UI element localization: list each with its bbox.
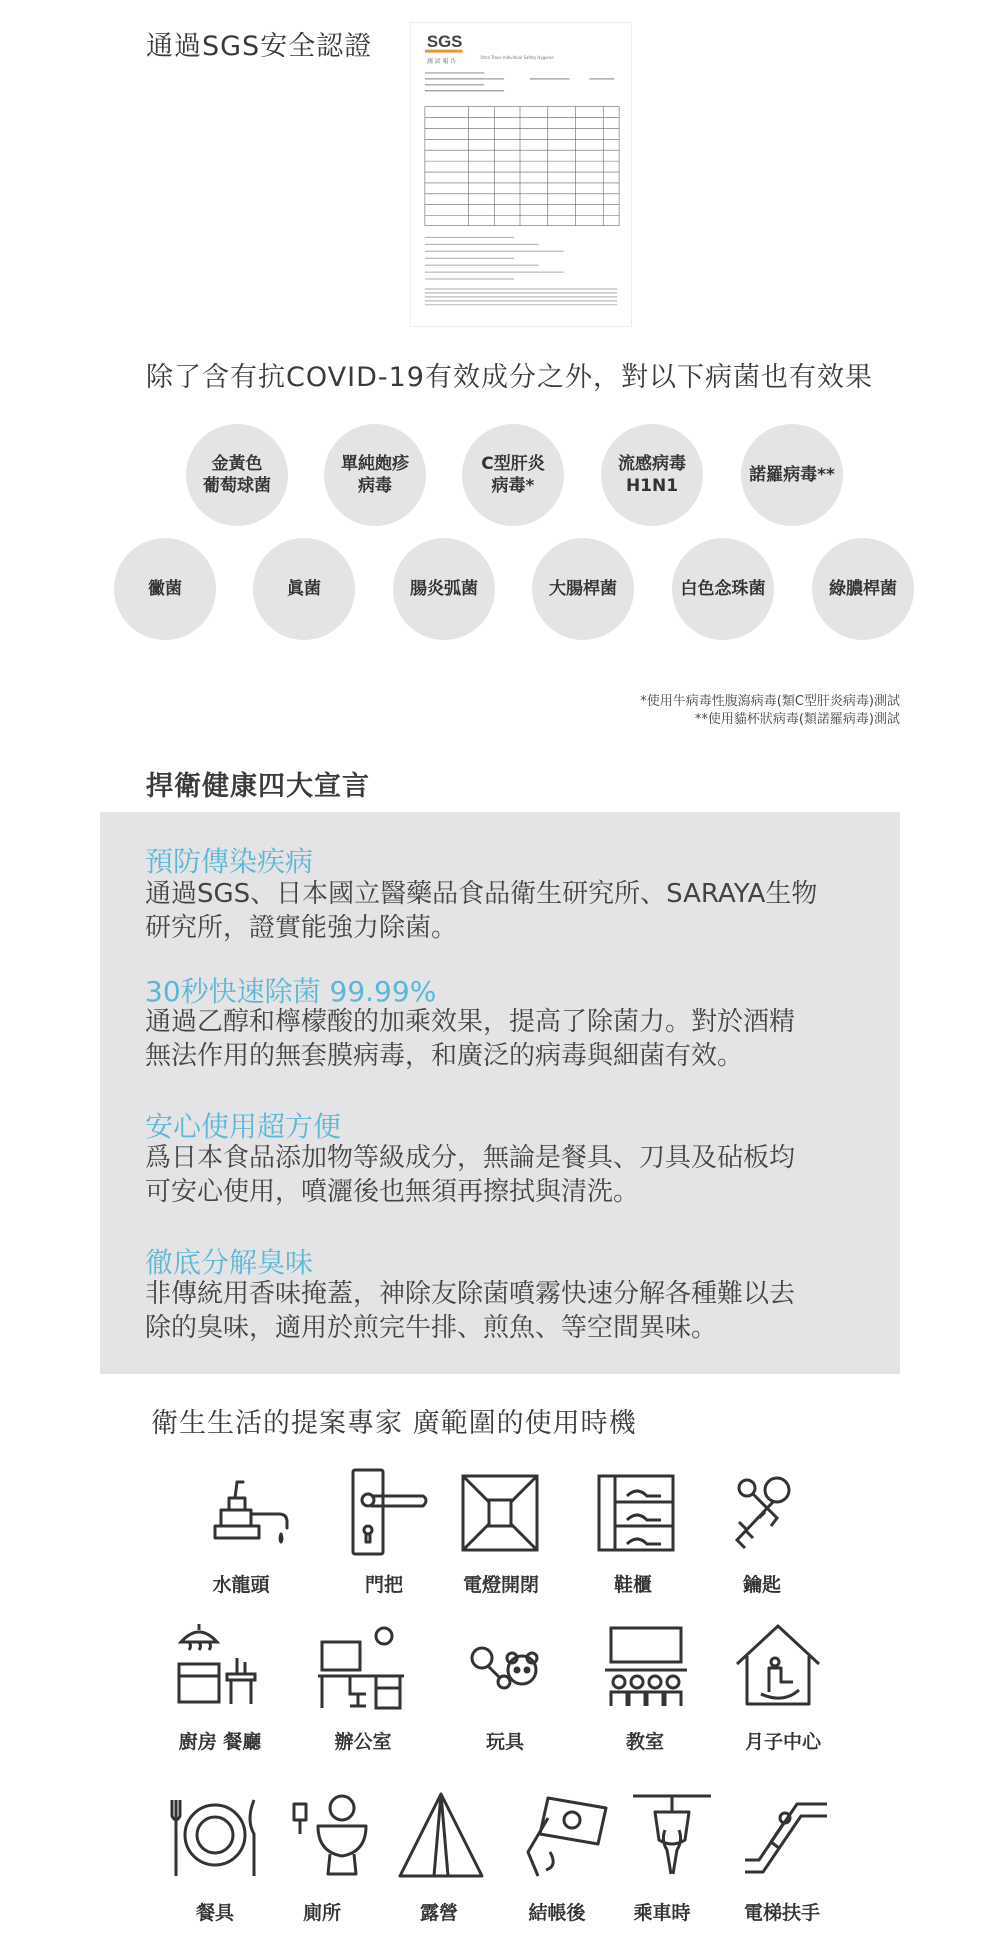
declaration-item-line: 非傳統用香味掩蓋，神除友除菌噴霧快速分解各種難以去 <box>145 1279 796 1309</box>
sgs-doc-label: 測 試 報 告 <box>426 58 457 66</box>
declaration-item-line: 無法作用的無套膜病毒，和廣泛的病毒與細菌有效。 <box>145 1041 744 1071</box>
light-switch-icon <box>457 1468 547 1558</box>
keys-icon <box>717 1468 807 1558</box>
pathogen-circle: 眞菌 <box>253 538 355 640</box>
declaration-item-title: 30秒快速除菌 99.99% <box>145 975 437 1008</box>
declaration-item-line: 可安心使用，噴灑後也無須再擦拭與清洗。 <box>145 1177 640 1207</box>
effect-title: 除了含有抗COVID-19有效成分之外，對以下病菌也有效果 <box>146 362 873 393</box>
declaration-item-line: 通過乙醇和檸檬酸的加乘效果，提高了除菌力。對於酒精 <box>145 1007 796 1037</box>
office-icon <box>316 1620 406 1710</box>
tableware-icon <box>170 1790 260 1880</box>
usage-label: 鑰匙 <box>742 1574 781 1596</box>
usage-label: 水龍頭 <box>212 1574 270 1596</box>
usage-label: 玩具 <box>485 1731 524 1753</box>
faucet-icon <box>207 1468 297 1558</box>
sgs-title: 通過SGS安全認證 <box>146 31 373 62</box>
pathogen-circle: C型肝炎 病毒* <box>462 424 564 526</box>
declaration-item-line: 研究所，證實能強力除菌。 <box>145 913 458 943</box>
pathogen-circle: 白色念珠菌 <box>672 538 774 640</box>
pathogen-circle: 腸炎弧菌 <box>393 538 495 640</box>
usage-label: 辦公室 <box>334 1731 392 1753</box>
declaration-item-line: 除的臭味，適用於煎完牛排、煎魚、等空間異味。 <box>145 1313 718 1343</box>
usage-title: 衛生生活的提案專家 廣範圍的使用時機 <box>151 1408 637 1439</box>
pathogen-circle: 單純皰疹 病毒 <box>324 424 426 526</box>
declaration-item-title: 安心使用超方便 <box>145 1110 342 1143</box>
pathogen-circle: 金黃色 葡萄球菌 <box>186 424 288 526</box>
declaration-item-line: 爲日本食品添加物等級成分，無論是餐具、刀具及砧板均 <box>145 1143 796 1173</box>
pathogen-circle: 流感病毒 H1N1 <box>601 424 703 526</box>
declaration-title: 捍衛健康四大宣言 <box>146 771 370 802</box>
footnote-hepatitis-c: *使用牛病毒性腹瀉病毒(類C型肝炎病毒)測試 <box>640 694 900 709</box>
maternity-center-icon <box>733 1620 823 1710</box>
sgs-logo: SGS <box>426 32 463 52</box>
pathogen-circle: 黴菌 <box>114 538 216 640</box>
usage-label: 月子中心 <box>744 1731 821 1753</box>
pathogen-circle: 大腸桿菌 <box>532 538 634 640</box>
usage-label: 鞋櫃 <box>613 1574 652 1596</box>
usage-label: 門把 <box>364 1574 403 1596</box>
declaration-item-title: 徹底分解臭味 <box>145 1246 314 1279</box>
usage-label: 教室 <box>625 1731 664 1753</box>
tent-icon <box>396 1790 486 1880</box>
handrail-icon <box>627 1790 717 1880</box>
sgs-certificate-image <box>410 22 632 327</box>
usage-label: 電燈開閉 <box>462 1574 539 1596</box>
toys-icon <box>460 1620 550 1710</box>
sgs-certificate-graphic <box>411 23 631 326</box>
door-handle-icon <box>345 1468 435 1558</box>
usage-label: 餐具 <box>195 1902 234 1924</box>
declaration-item-title: 預防傳染疾病 <box>145 845 314 878</box>
money-icon <box>520 1790 610 1880</box>
shoe-cabinet-icon <box>593 1468 683 1558</box>
pathogen-circle: 諾羅病毒** <box>741 424 843 526</box>
usage-label: 乘車時 <box>633 1902 691 1924</box>
usage-label: 露營 <box>419 1902 458 1924</box>
usage-label: 結帳後 <box>528 1902 586 1924</box>
footnote-norovirus: **使用貓杯狀病毒(類諾羅病毒)測試 <box>694 712 900 727</box>
sgs-doc-subtitle: Ultra Trace Individual Safety Hygiene <box>480 55 554 61</box>
pathogen-circle: 綠膿桿菌 <box>812 538 914 640</box>
usage-label: 電梯扶手 <box>743 1902 820 1924</box>
classroom-icon <box>601 1620 691 1710</box>
kitchen-icon <box>175 1620 265 1710</box>
declaration-item-line: 通過SGS、日本國立醫藥品食品衛生研究所、SARAYA生物 <box>145 879 818 909</box>
toilet-icon <box>290 1790 380 1880</box>
usage-label: 廚房 餐廳 <box>178 1731 262 1753</box>
escalator-icon <box>741 1790 831 1880</box>
usage-label: 廁所 <box>302 1902 341 1924</box>
